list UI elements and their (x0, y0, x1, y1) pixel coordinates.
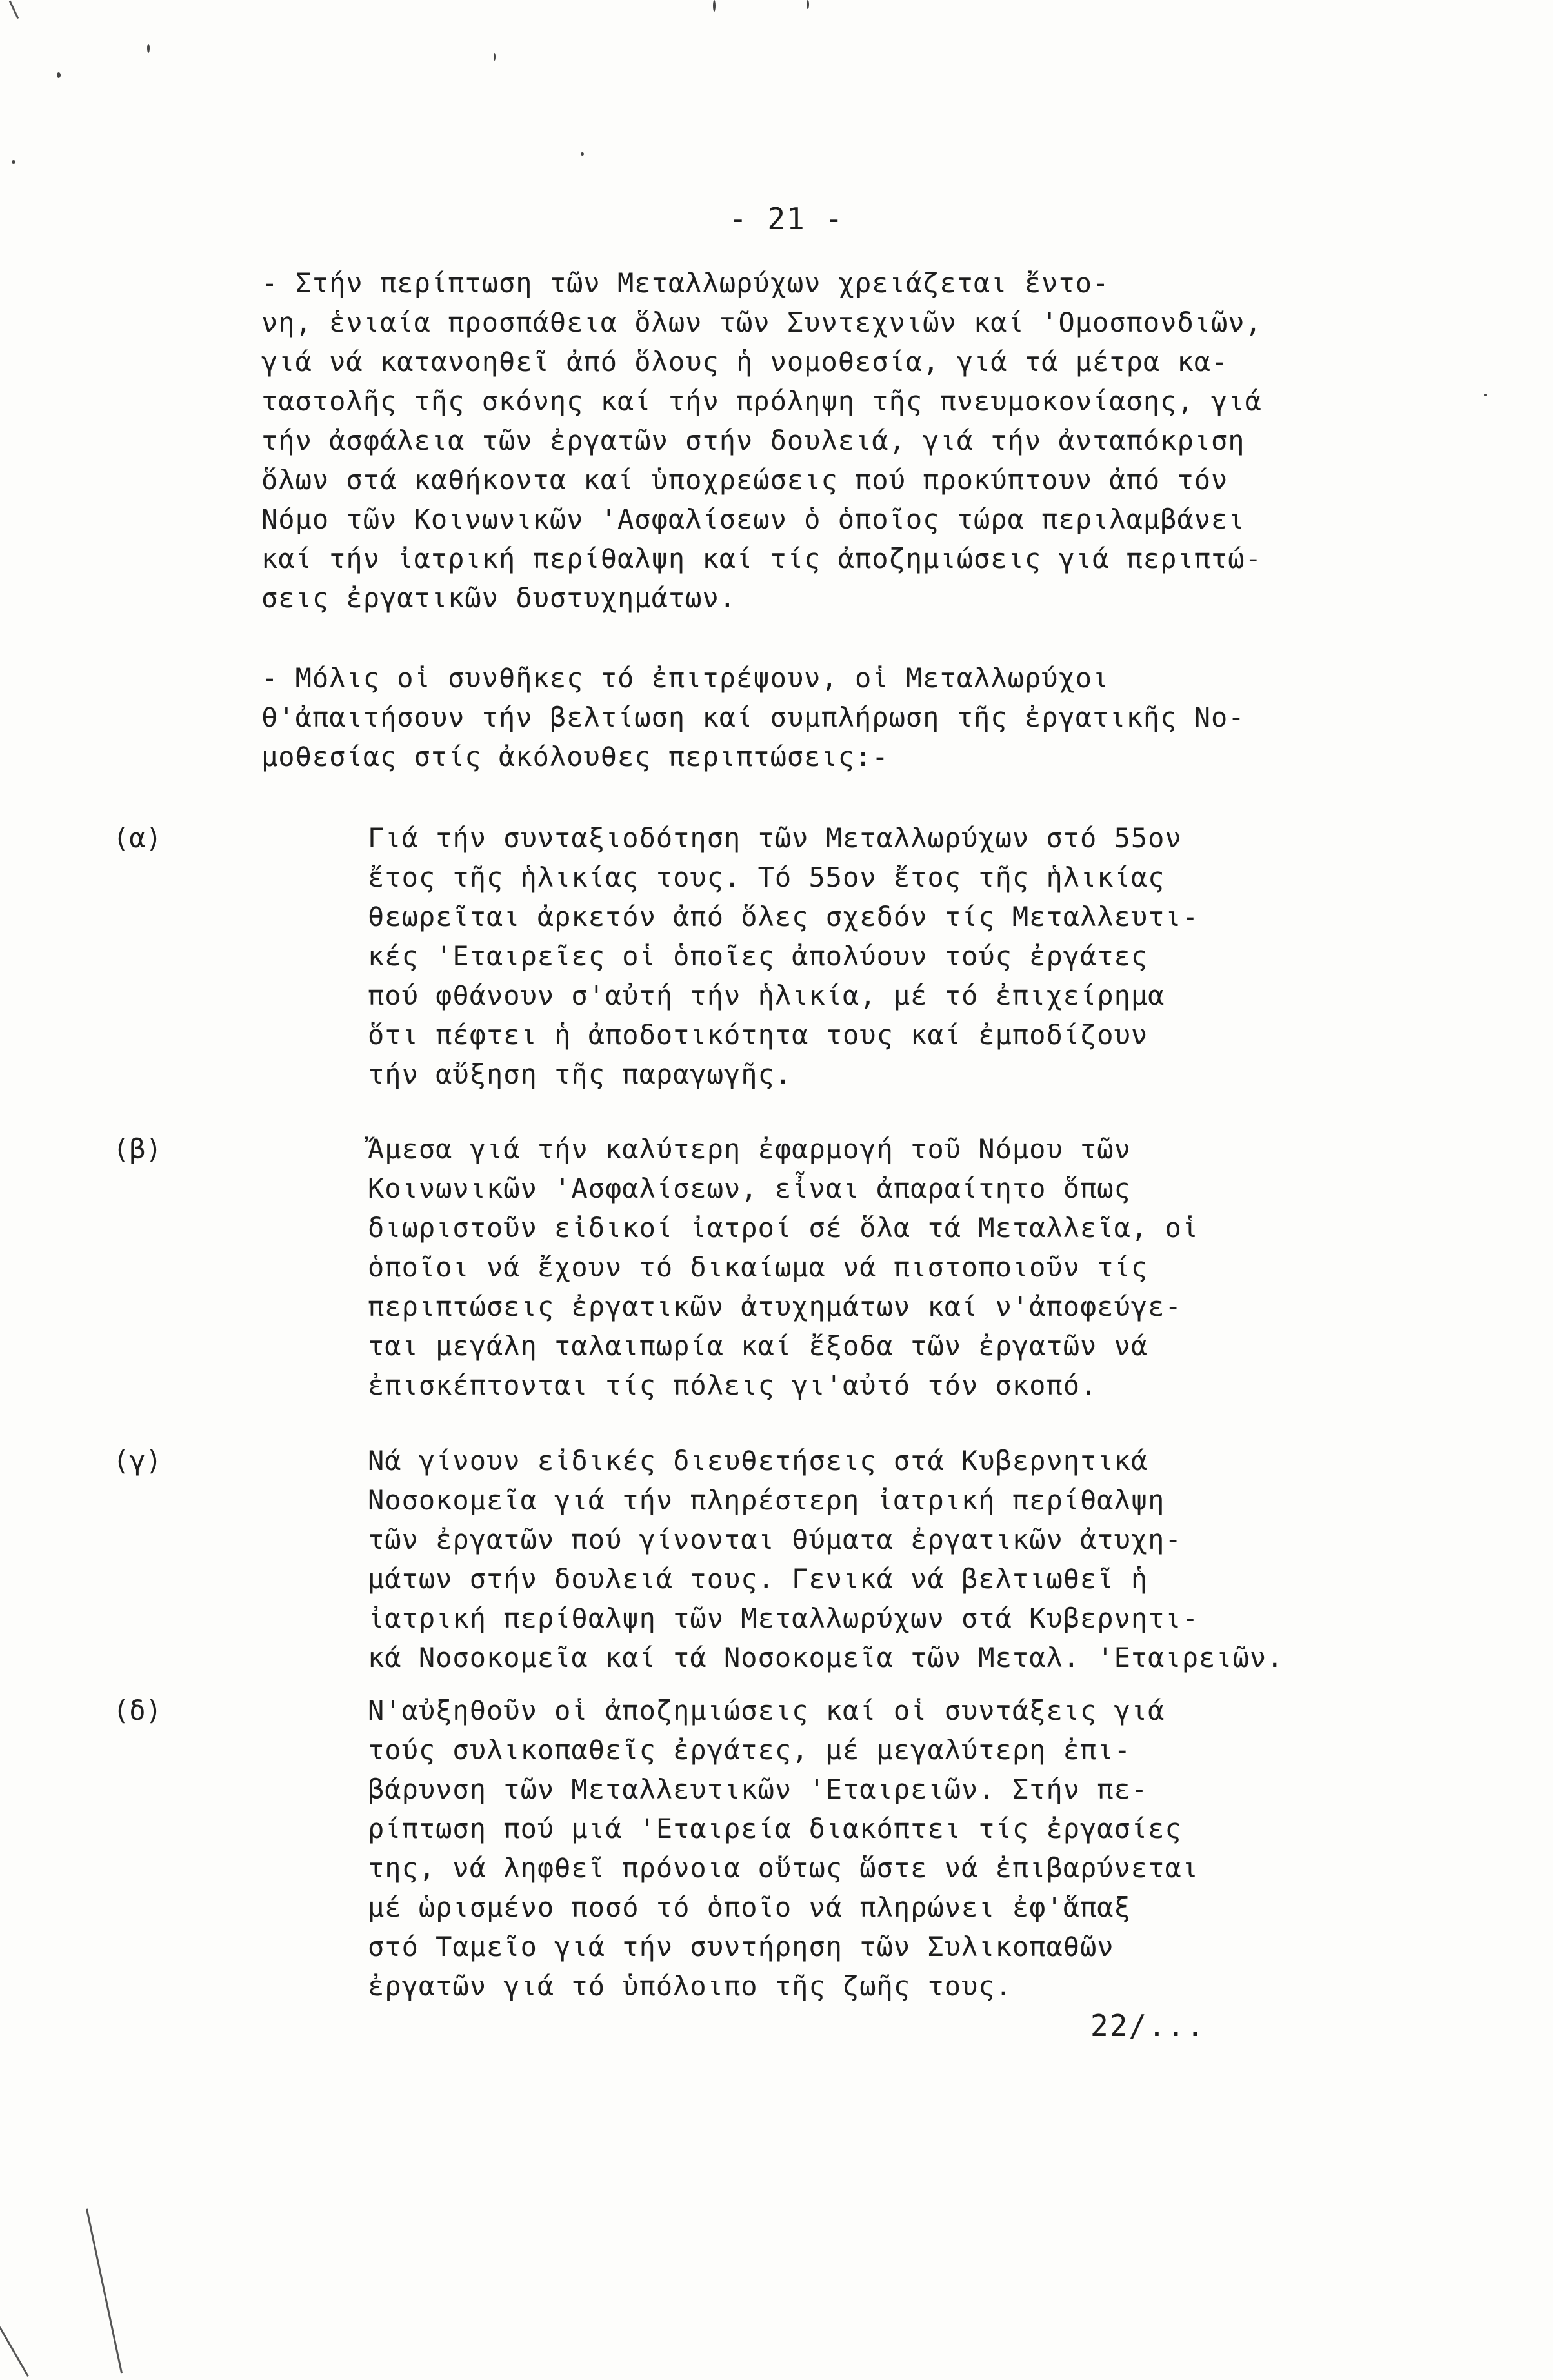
scan-speck (57, 72, 61, 78)
paragraph-miners-unity: - Στήν περίπτωση τῶν Μεταλλωρύχων χρειάζεται ἔντο- νη, ἑνιαία προσπάθεια ὅλων τῶν Συντεχνιῶν καί 'Ομοσπονδιῶν, γιά νά κατανοηθεῖ ἀπό ὅλους ἡ νομοθεσία, γιά τά μέτρα κα- ταστολῆς τῆς σκόνης καί τήν πρόληψη τῆς πνευμοκονίασης, γιά τήν ἀσφάλεια τῶν ἐργατῶν στήν δουλειά, γιά τήν ἀνταπόκριση ὅλων στά καθήκοντα καί ὑποχρεώσεις πού προκύπτουν ἀπό τόν Νόμο τῶν Κοινωνικῶν 'Ασφαλίσεων ὁ ὁποῖος τώρα περιλαμβάνει καί τήν ἰατρική περίθαλψη καί τίς ἀποζημιώσεις γιά περιπτώ- σεις ἐργατικῶν δυστυχημάτων. (261, 267, 1262, 614)
list-item-hospitals (113, 1441, 1465, 1677)
list-item-text: Ἄμεσα γιά τήν καλύτερη ἐφαρμογή τοῦ Νόμου τῶν Κοινωνικῶν 'Ασφαλίσεων, εἶναι ἀπαραίτητο ὅπως διωριστοῦν εἰδικοί ἰατροί σέ ὅλα τά Μεταλλεῖα, οἱ ὁποῖοι νά ἔχουν τό δικαίωμα νά πιστοποιοῦν τίς περιπτώσεις ἐργατικῶν ἀτυχημάτων καί ν'ἀποφεύγε- ται μεγάλη ταλαιπωρία καί ἔξοδα τῶν ἐργατῶν νά ἐπισκέπτονται τίς πόλεις γι'αὐτό τόν σκοπό. (368, 1133, 1199, 1401)
list-item-text: Γιά τήν συνταξιοδότηση τῶν Μεταλλωρύχων στό 55ον ἔτος τῆς ἡλικίας τους. Τό 55ον ἔτος τῆς ἡλικίας θεωρεῖται ἀρκετόν ἀπό ὅλες σχεδόν τίς Μεταλλευτι- κές 'Εταιρεῖες οἱ ὁποῖες ἀπολύουν τούς ἐργάτες πού φθάνουν σ'αὐτή τήν ἡλικία, μέ τό ἐπιχείρημα ὅτι πέφτει ἡ ἀποδοτικότητα τους καί ἐμποδίζουν τήν αὔξηση τῆς παραγωγῆς. (368, 822, 1199, 1090)
paragraph-legislation-demands: - Μόλις οἱ συνθῆκες τό ἐπιτρέψουν, οἱ Μεταλλωρύχοι θ'ἀπαιτήσουν τήν βελτίωση καί συμπλήρωση τῆς ἐργατικῆς Νο- μοθεσίας στίς ἀκόλουθες περιπτώσεις:- (261, 662, 1245, 772)
list-item-pension (113, 818, 1465, 1094)
list-item-marker: (α) (113, 822, 162, 854)
scan-speck (494, 53, 496, 61)
list-item-compensation (113, 1691, 1465, 2006)
scan-speck (147, 44, 150, 53)
scan-speck (1484, 394, 1487, 396)
list-item-text: Ν'αὐξηθοῦν οἱ ἀποζημιώσεις καί οἱ συντάξεις γιά τούς συλικοπαθεῖς ἐργάτες, μέ μεγαλύτερη ἐπι- βάρυνση τῶν Μεταλλευτικῶν 'Εταιρειῶν. Στήν πε- ρίπτωση πού μιά 'Εταιρεία διακόπτει τίς ἐργασίες της, νά ληφθεῖ πρόνοια οὕτως ὥστε νά ἐπιβαρύνεται μέ ὡρισμένο ποσό τό ὁποῖο νά πληρώνει ἐφ'ἅπαξ στό Ταμεῖο γιά τήν συντήρηση τῶν Συλικοπαθῶν ἐργατῶν γιά τό ὑπόλοιπο τῆς ζωῆς τους. (368, 1695, 1199, 2002)
list-item-marker: (γ) (113, 1445, 162, 1477)
scan-mark (86, 2209, 123, 2374)
page-number: - 21 - (729, 201, 845, 236)
list-item-marker: (δ) (113, 1695, 162, 1726)
scan-speck (12, 160, 15, 164)
scan-mark (9, 1, 19, 19)
list-item-doctors (113, 1129, 1465, 1405)
list-item-marker: (β) (113, 1133, 162, 1165)
scan-speck (807, 0, 809, 9)
scan-mark (0, 2326, 29, 2377)
list-item-text: Νά γίνουν εἰδικές διευθετήσεις στά Κυβερνητικά Νοσοκομεῖα γιά τήν πληρέστερη ἰατρική περίθαλψη τῶν ἐργατῶν πού γίνονται θύματα ἐργατικῶν ἀτυχη- μάτων στήν δουλειά τους. Γενικά νά βελτιωθεῖ ἡ ἰατρική περίθαλψη τῶν Μεταλλωρύχων στά Κυβερνητι- κά Νοσοκομεῖα καί τά Νοσοκομεῖα τῶν Μεταλ. 'Εταιρειῶν. (368, 1445, 1284, 1673)
continuation-marker: 22/... (1090, 2008, 1206, 2043)
scan-speck (713, 0, 716, 12)
scan-speck (581, 152, 584, 156)
